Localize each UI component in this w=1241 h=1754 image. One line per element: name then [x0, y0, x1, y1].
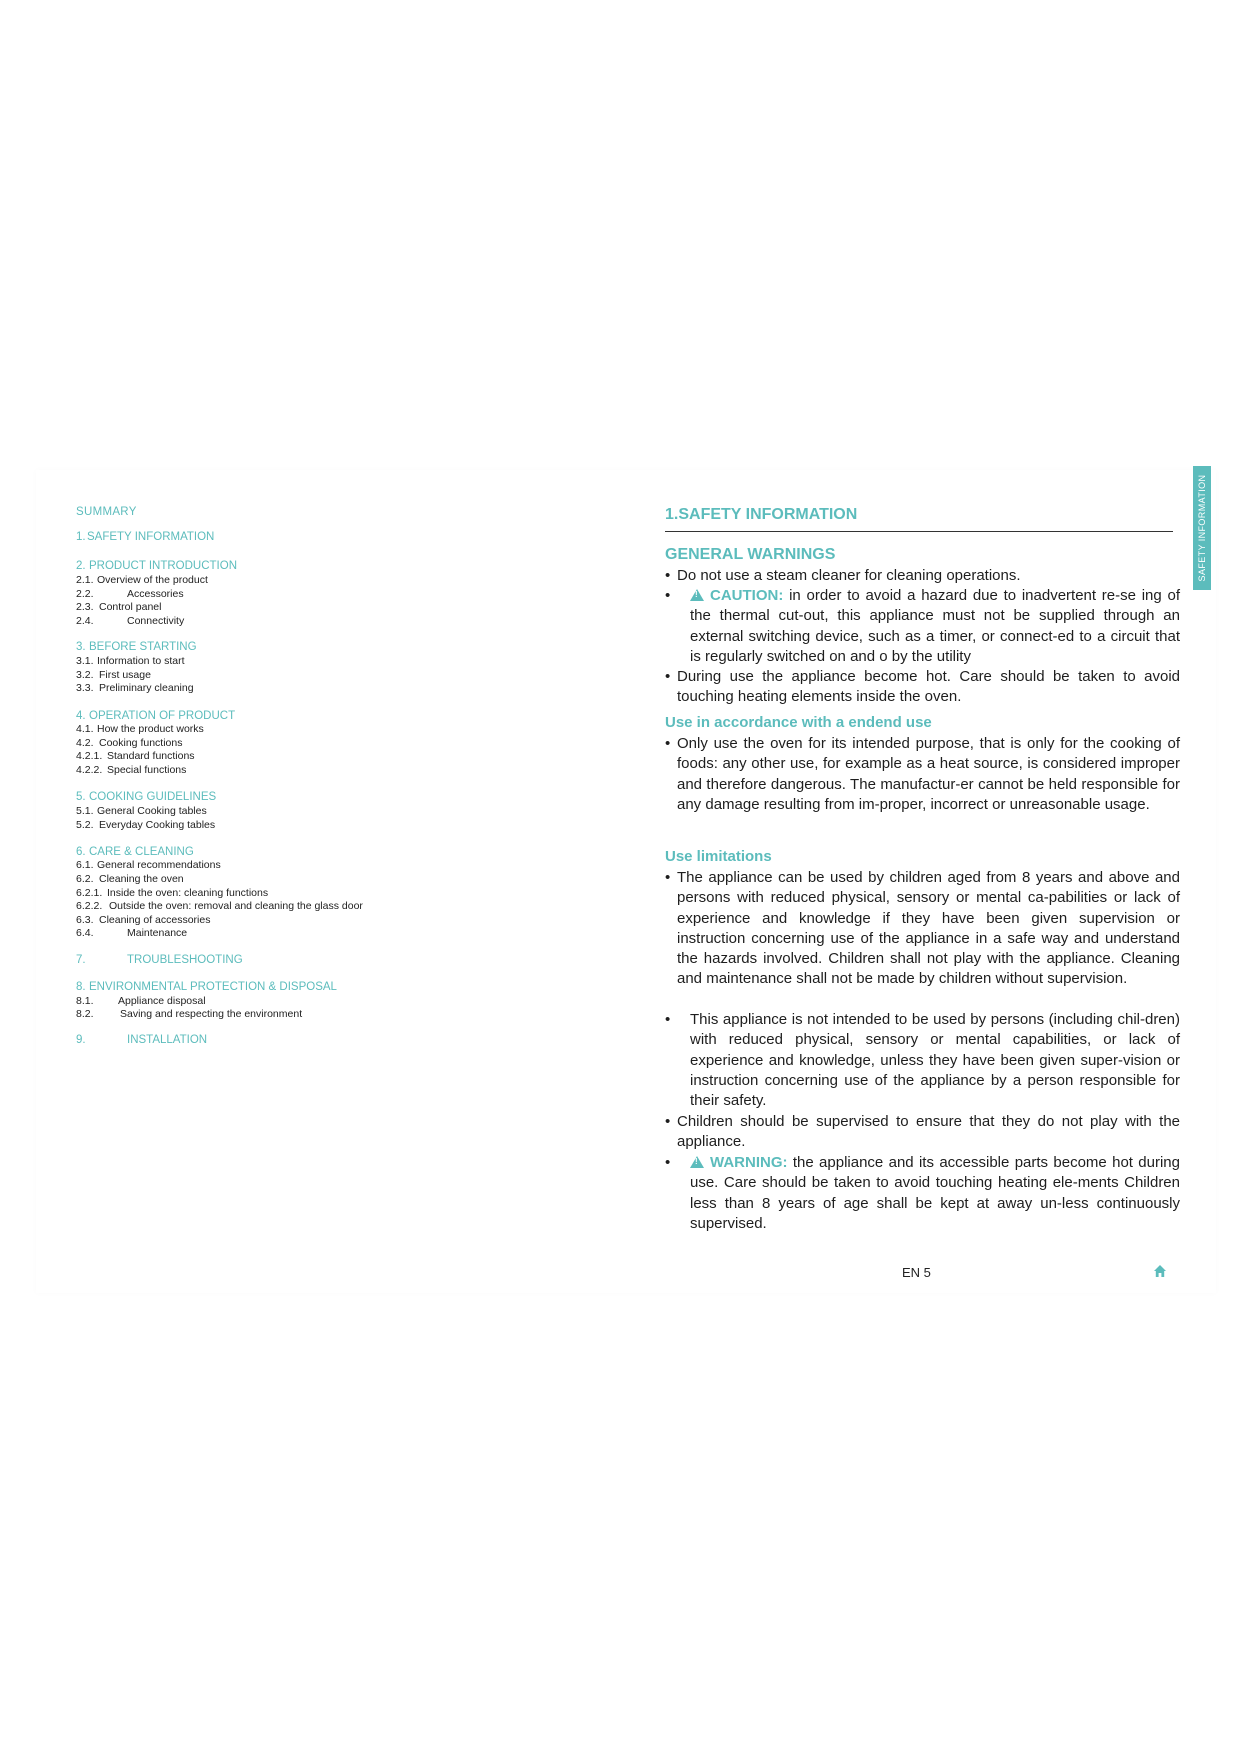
toc-section-num: 4. — [76, 710, 86, 722]
toc-section-num: 7. — [76, 954, 86, 966]
toc-section[interactable] — [76, 531, 215, 543]
toc-item-num: 4.2.1. — [76, 750, 103, 762]
toc-item[interactable] — [76, 995, 206, 1007]
toc-section-num: 2. — [76, 560, 86, 572]
toc-item-label: Everyday Cooking tables — [99, 819, 216, 831]
toc-item[interactable] — [76, 723, 204, 735]
toc-item-label: Inside the oven: cleaning functions — [107, 887, 269, 899]
limitation-item — [665, 868, 1180, 1010]
bullet: • — [665, 668, 671, 685]
toc-item[interactable] — [76, 819, 216, 831]
toc-item-num: 4.2.2. — [76, 764, 103, 776]
caution-item — [665, 586, 1180, 668]
toc-item-num: 6.1. — [76, 859, 94, 871]
bullet: • — [665, 1011, 671, 1028]
warning-item — [665, 667, 1180, 709]
toc-item-num: 8.1. — [76, 995, 94, 1007]
toc-item-label: Connectivity — [127, 615, 185, 627]
toc-section[interactable] — [76, 791, 217, 803]
section-title: 1.SAFETY INFORMATION — [665, 506, 858, 523]
toc-item-label: Standard functions — [107, 750, 195, 762]
toc-item[interactable] — [76, 887, 269, 899]
toc-section[interactable] — [76, 1034, 208, 1046]
caution-text: in order to avoid a hazard due to inadvertent re-se ing of the thermal cut-out, this appliance must not be supplied through an external switching device, such as a timer, or connect-ed to a circuit that is regularly switched on and o by the utility — [690, 587, 1180, 665]
toc-item-num: 6.2. — [76, 873, 94, 885]
toc-item[interactable] — [76, 737, 183, 749]
intended-use-heading: Use in accordance with a endend use — [665, 714, 932, 731]
general-warnings-heading: GENERAL WARNINGS — [665, 546, 836, 563]
limitation-item — [665, 1010, 1180, 1112]
bullet: • — [665, 1113, 671, 1130]
bullet: • — [665, 1154, 671, 1171]
toc-item-num: 2.2. — [76, 588, 94, 600]
toc-item-label: Preliminary cleaning — [99, 682, 194, 694]
toc-section-label: INSTALLATION — [127, 1034, 208, 1046]
toc-item-num: 5.2. — [76, 819, 94, 831]
bullet: • — [665, 567, 671, 584]
toc-item-num: 3.3. — [76, 682, 94, 694]
toc-item-num: 2.3. — [76, 601, 94, 613]
toc-section-label: OPERATION OF PRODUCT — [89, 710, 236, 722]
toc-item-num: 8.2. — [76, 1008, 94, 1020]
toc-item-label: Cleaning the oven — [99, 873, 184, 885]
toc-item[interactable] — [76, 927, 188, 939]
toc-section[interactable] — [76, 641, 197, 653]
toc-section[interactable] — [76, 560, 238, 572]
toc-item[interactable] — [76, 588, 184, 600]
warning-triangle-icon — [690, 589, 704, 601]
toc-item-label: Accessories — [127, 588, 184, 600]
toc-item-label: General recommendations — [97, 859, 221, 871]
limitation-text: The appliance can be used by children aged from 8 years and above and persons with reduced physical, sensory or mental ca-pabilities or lack of experience and knowledge if they have been given supervision or instruction concerning use of the appliance in a safe way and understand the hazards involved. Children shall not play with the appliance. Cleaning and maintenance shall not be made by children without supervision. — [677, 869, 1180, 988]
toc-section-num: 6. — [76, 846, 86, 858]
toc-item-label: Cleaning of accessories — [99, 914, 211, 926]
toc-item-label: Control panel — [99, 601, 162, 613]
limitation-item — [665, 1112, 1180, 1154]
toc-item[interactable] — [76, 655, 185, 667]
home-icon[interactable] — [1153, 1264, 1167, 1278]
limitations-heading: Use limitations — [665, 848, 772, 865]
title-divider — [665, 531, 1173, 532]
caution-label: CAUTION: — [710, 587, 784, 604]
toc-item[interactable] — [76, 764, 187, 776]
toc-item[interactable] — [76, 669, 151, 681]
bullet: • — [665, 587, 671, 604]
toc-item-num: 4.1. — [76, 723, 94, 735]
toc-section-num: 8. — [76, 981, 86, 993]
bullet: • — [665, 735, 671, 752]
toc-item-num: 3.2. — [76, 669, 94, 681]
toc-item-label: Overview of the product — [97, 574, 208, 586]
toc-section-num: 9. — [76, 1034, 86, 1046]
toc-item[interactable] — [76, 601, 162, 613]
toc-item-num: 6.2.1. — [76, 887, 103, 899]
toc-section-label: ENVIRONMENTAL PROTECTION & DISPOSAL — [89, 981, 337, 993]
toc-item-num: 6.2.2. — [76, 900, 103, 912]
warning-text: During use the appliance become hot. Care should be taken to avoid touching heating elements inside the oven. — [677, 668, 1180, 706]
toc-section-num: 1. — [76, 531, 86, 543]
warning-hot-text: the appliance and its accessible parts become hot during use. Care should be taken to avoid touching heating ele-ments Children less than 8 years of age shall be kept at away un-less continuously supervised. — [690, 1154, 1180, 1232]
toc-item-label: Special functions — [107, 764, 187, 776]
toc-section-label: TROUBLESHOOTING — [127, 954, 243, 966]
toc-item[interactable] — [76, 1008, 303, 1020]
warning-triangle-icon — [690, 1156, 704, 1168]
bullet: • — [665, 869, 671, 886]
toc-item-label: How the product works — [97, 723, 204, 735]
toc-section-label: BEFORE STARTING — [89, 641, 197, 653]
toc-section[interactable] — [76, 710, 236, 722]
toc-item[interactable] — [76, 615, 185, 627]
summary-title: SUMMARY — [76, 506, 137, 518]
toc-item-label: Information to start — [97, 655, 185, 667]
toc-item[interactable] — [76, 873, 184, 885]
intended-use-text: Only use the oven for its intended purpose, that is only for the cooking of foods: any other use, for example as a heat source, is considered improper and therefore dangerous. The manufactur-er cannot be held responsible for any damage resulting from im-proper, incorrect or unreasonable usage. — [677, 735, 1180, 813]
limitation-text: This appliance is not intended to be used by persons (including chil-dren) with reduced physical, sensory or mental capabilities, or lack of experience and knowledge, unless they have been given super-vision or instruction concerning use of the appliance by a person responsible for their safety. — [690, 1011, 1180, 1110]
warning-hot-item — [665, 1153, 1180, 1235]
toc-item[interactable] — [76, 914, 211, 926]
toc-section[interactable] — [76, 981, 337, 993]
warning-hot-body — [690, 1153, 1180, 1234]
toc-item-num: 4.2. — [76, 737, 94, 749]
toc-section[interactable] — [76, 846, 194, 858]
toc-item-num: 6.3. — [76, 914, 94, 926]
limitation-text: Children should be supervised to ensure that they do not play with the appliance. — [677, 1113, 1180, 1151]
toc-item[interactable] — [76, 859, 221, 871]
side-tab-label: SAFETY INFORMATION — [1197, 474, 1207, 582]
warning-label: WARNING: — [710, 1154, 788, 1171]
toc-item[interactable] — [76, 750, 195, 762]
intended-use-item — [665, 734, 1180, 836]
toc-item-label: Cooking functions — [99, 737, 183, 749]
page-number: EN 5 — [902, 1265, 931, 1280]
toc-section-label: PRODUCT INTRODUCTION — [89, 560, 238, 572]
toc-item-num: 2.1. — [76, 574, 94, 586]
warning-item — [665, 566, 1180, 586]
toc-item[interactable] — [76, 900, 363, 912]
toc-item-num: 6.4. — [76, 927, 94, 939]
caution-body — [690, 586, 1180, 667]
toc-item-label: Maintenance — [127, 927, 188, 939]
toc-item-num: 5.1. — [76, 805, 94, 817]
warning-text: Do not use a steam cleaner for cleaning operations. — [677, 567, 1021, 584]
toc-item[interactable] — [76, 574, 208, 586]
toc-item-label: Appliance disposal — [118, 995, 206, 1007]
toc-item-label: First usage — [99, 669, 151, 681]
toc-section-label: COOKING GUIDELINES — [89, 791, 217, 803]
toc-section[interactable] — [76, 954, 243, 966]
toc-item[interactable] — [76, 682, 194, 694]
toc-section-num: 3. — [76, 641, 86, 653]
toc-item-num: 3.1. — [76, 655, 94, 667]
toc-section-num: 5. — [76, 791, 86, 803]
toc-item-label: General Cooking tables — [97, 805, 207, 817]
toc-item-label: Saving and respecting the environment — [120, 1008, 303, 1020]
toc-section-label: SAFETY INFORMATION — [87, 531, 215, 543]
toc-section-label: CARE & CLEANING — [89, 846, 194, 858]
toc-item-label: Outside the oven: removal and cleaning the glass door — [109, 900, 363, 912]
side-tab-safety-information[interactable] — [1193, 466, 1211, 590]
toc-item-num: 2.4. — [76, 615, 94, 627]
toc-item[interactable] — [76, 805, 207, 817]
